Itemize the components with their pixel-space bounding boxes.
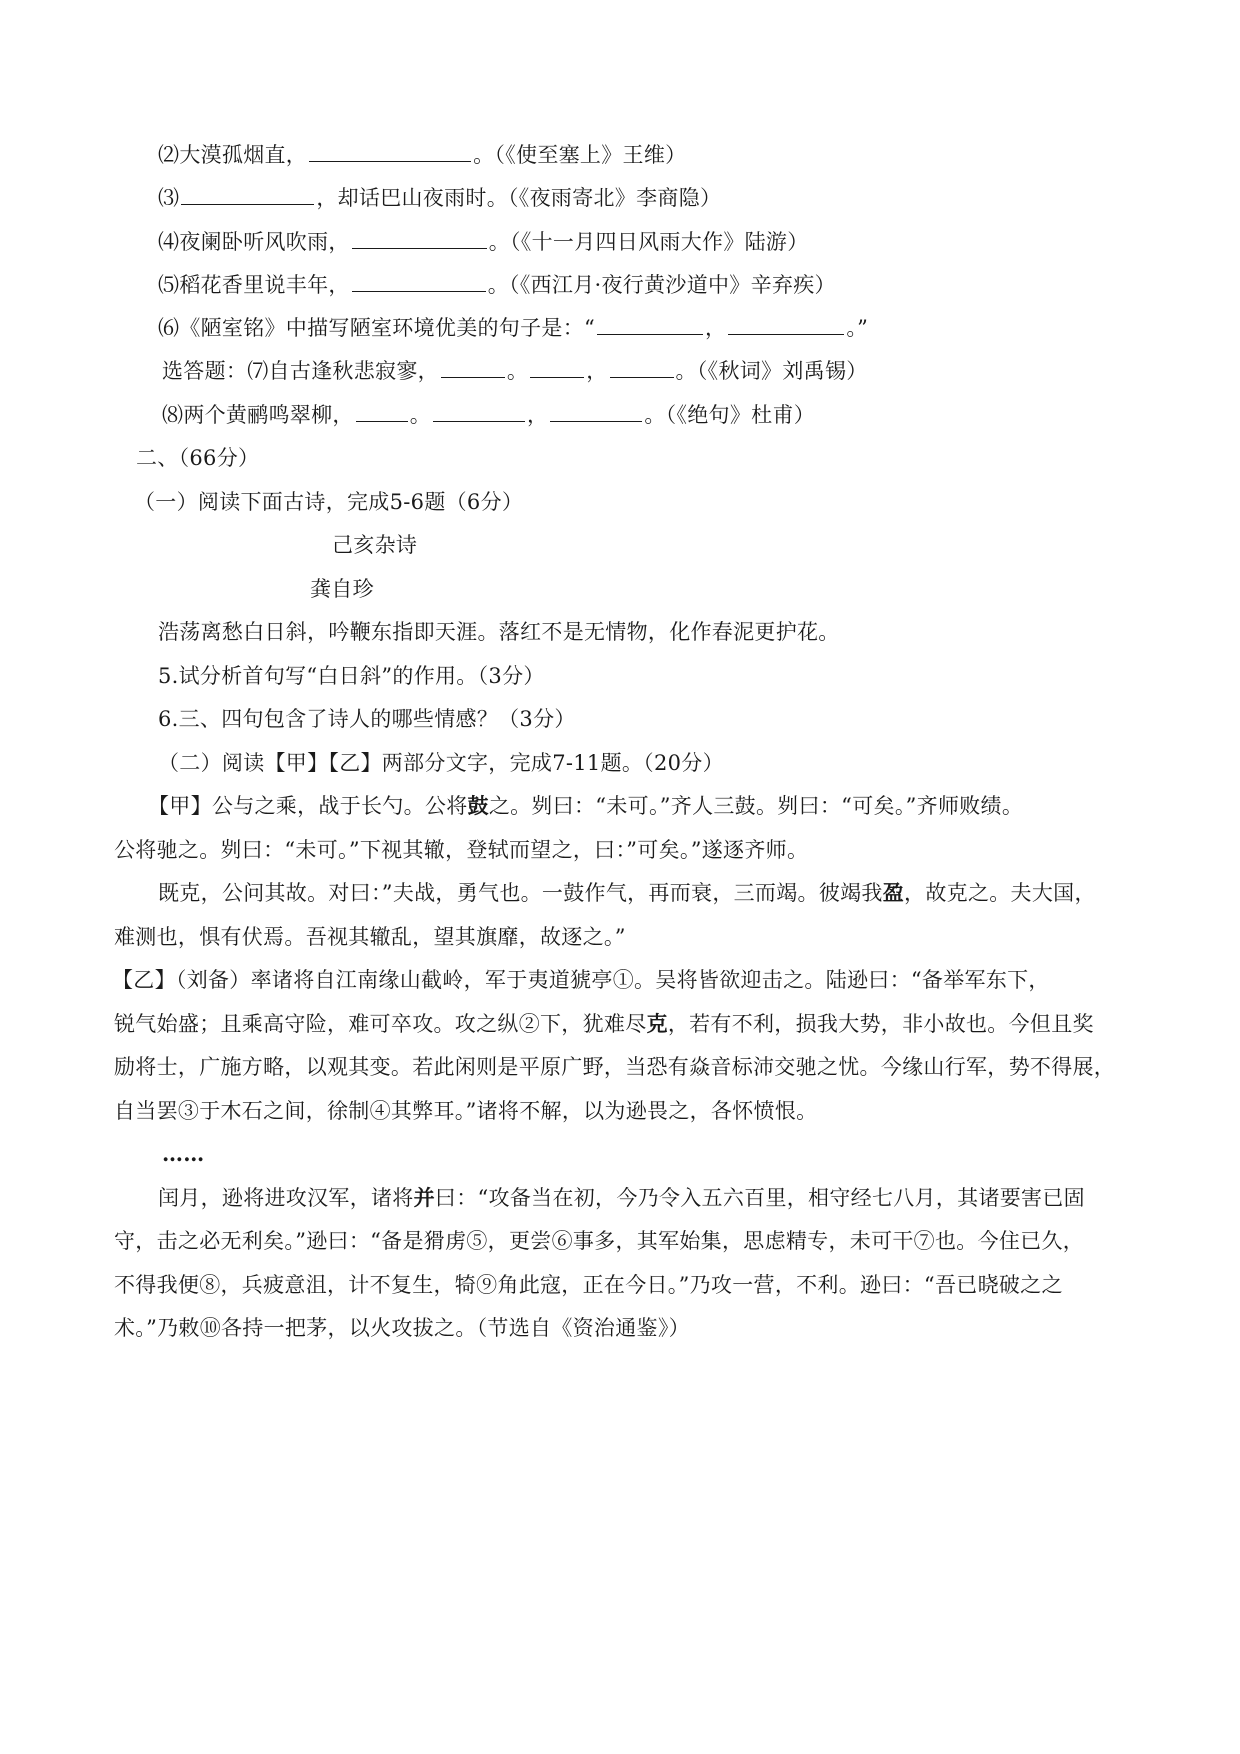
question-5-poem: 5.试分析首句写“白日斜”的作用。（3分） <box>158 664 545 688</box>
passage-yi-line-4: 自当罢③于木石之间，徐制④其弊耳。”诸将不解，以为逊畏之，各怀愤恨。 <box>114 1099 818 1123</box>
answer-blank[interactable] <box>550 401 642 422</box>
question-number: ⑸ <box>158 273 180 297</box>
answer-blank[interactable] <box>181 184 314 205</box>
key-word: 并 <box>413 1185 435 1210</box>
passage-jia-line-2: 公将驰之。刿曰：“未可。”下视其辙，登轼而望之，曰：”可矣。”遂逐齐师。 <box>114 838 809 862</box>
answer-blank[interactable] <box>728 314 844 335</box>
question-number: ⑹ <box>158 316 180 340</box>
question-2: ⑵大漠孤烟直， 。（《使至塞上》王维） <box>158 143 687 167</box>
answer-blank[interactable] <box>352 271 486 292</box>
question-number: ⑵ <box>158 143 180 167</box>
key-word: 盈 <box>882 880 905 905</box>
question-7: 选答题：⑺自古逢秋悲寂寥， 。 ， 。（《秋词》刘禹锡） <box>162 359 868 383</box>
question-number: ⑶ <box>158 186 180 210</box>
question-number: ⑺ <box>247 359 269 383</box>
passage-jia-line-1: 【甲】公与之乘，战于长勺。公将鼓之。刿曰：“未可。”齐人三鼓。刿曰：“可矣。”齐师败绩。 <box>148 793 1024 818</box>
passage-jia-line-3: 既克，公问其故。对曰：”夫战，勇气也。一鼓作气，再而衰，三而竭。彼竭我盈，故克之。夫大国， <box>158 880 1096 905</box>
poem-author: 龚自珍 <box>310 577 374 601</box>
question-6-poem: 6.三、四句包含了诗人的哪些情感？（3分） <box>158 707 576 731</box>
passage-yi-line-2: 锐气始盛；且乘高守险，难可卒攻。攻之纵②下，犹难尽克，若有不利，损我大势，非小故也。今但且奖 <box>114 1011 1094 1036</box>
part1-instruction: （一）阅读下面古诗，完成5-6题（6分） <box>134 490 524 514</box>
passage-yi2-line-1: 闰月，逊将进攻汉军，诸将并曰：“攻备当在初，今乃令入五六百里，相守经七八月，其诸要害已固 <box>158 1185 1085 1210</box>
passage-yi2-line-3: 不得我便⑧，兵疲意沮，计不复生，犄⑨角此寇，正在今日。”乃攻一营，不利。逊曰：“吾已晓破之之 <box>114 1273 1063 1297</box>
key-word: 鼓 <box>467 793 489 818</box>
answer-blank[interactable] <box>610 357 674 378</box>
question-number: ⑷ <box>158 230 180 254</box>
answer-blank[interactable] <box>441 357 505 378</box>
question-5: ⑸稻花香里说丰年， 。（《西江月·夜行黄沙道中》辛弃疾） <box>158 273 836 297</box>
answer-blank[interactable] <box>530 357 584 378</box>
answer-blank[interactable] <box>356 401 408 422</box>
question-4: ⑷夜阑卧听风吹雨， 。（《十一月四日风雨大作》陆游） <box>158 230 809 254</box>
passage-yi-line-1: 【乙】（刘备）率诸将自江南缘山截岭，军于夷道猇亭①。吴将皆欲迎击之。陆逊曰：“备举军东下， <box>112 968 1050 992</box>
section-heading: 二、（66分） <box>136 446 260 470</box>
answer-blank[interactable] <box>597 314 703 335</box>
key-word: 克 <box>646 1011 668 1036</box>
answer-blank[interactable] <box>433 401 525 422</box>
answer-blank[interactable] <box>309 141 471 162</box>
question-6: ⑹《陋室铭》中描写陋室环境优美的句子是：“ ， 。” <box>158 316 869 340</box>
ellipsis: …… <box>162 1141 205 1166</box>
question-3: ⑶ ，却话巴山夜雨时。（《夜雨寄北》李商隐） <box>158 186 722 210</box>
passage-yi2-line-2: 守，击之必无利矣。”逊曰：“备是猾虏⑤，更尝⑥事多，其军始集，思虑精专，未可干⑦也。今住已久， <box>114 1229 1085 1253</box>
passage-yi2-line-4: 术。”乃敕⑩各持一把茅，以火攻拔之。（节选自《资治通鉴》） <box>114 1316 690 1340</box>
poem-text: 浩荡离愁白日斜，吟鞭东指即天涯。落红不是无情物，化作春泥更护花。 <box>158 620 840 644</box>
passage-jia-line-4: 难测也，惧有伏焉。吾视其辙乱，望其旗靡，故逐之。” <box>114 925 626 949</box>
poem-title: 己亥杂诗 <box>332 533 418 557</box>
part2-instruction: （二）阅读【甲】【乙】两部分文字，完成7-11题。（20分） <box>158 751 724 775</box>
question-8: ⑻两个黄鹂鸣翠柳， 。 ， 。（《绝句》杜甫） <box>162 403 816 427</box>
answer-blank[interactable] <box>352 228 487 249</box>
passage-yi-line-3: 励将士，广施方略，以观其变。若此闲则是平原广野，当恐有焱音标沛交驰之忧。今缘山行军，势不得展， <box>114 1055 1116 1079</box>
question-number: ⑻ <box>162 403 184 427</box>
